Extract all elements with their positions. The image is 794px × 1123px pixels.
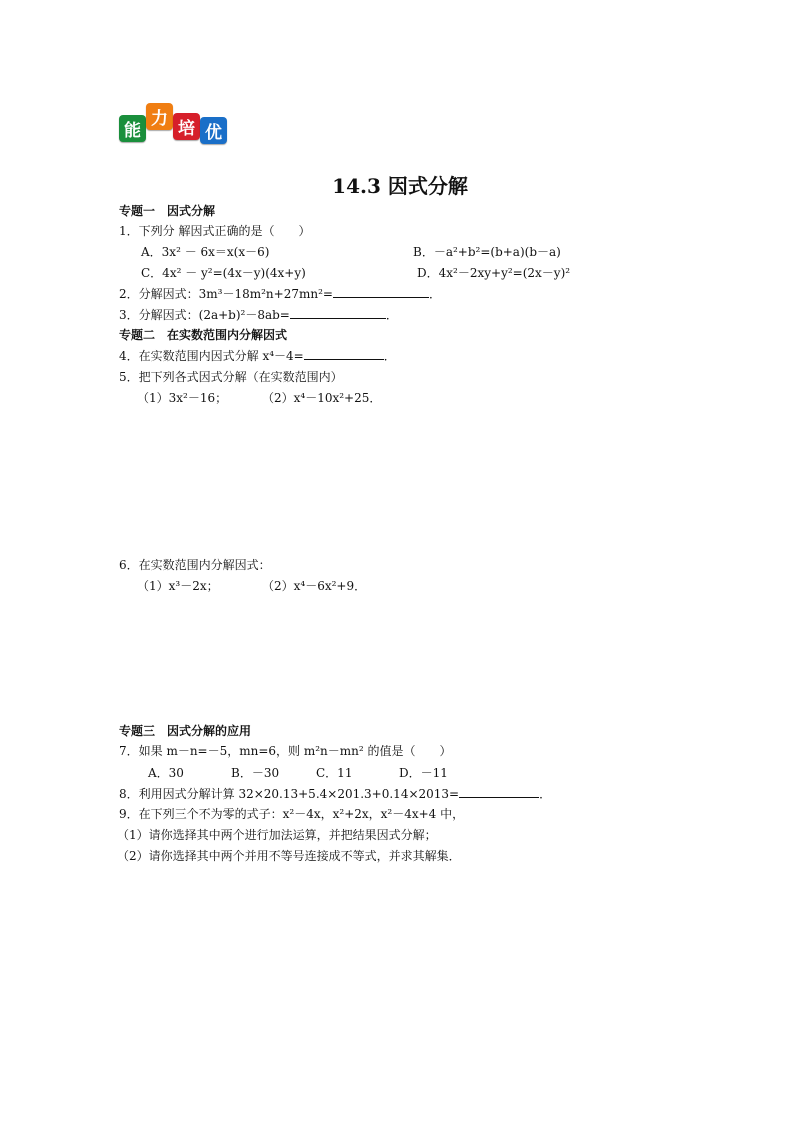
q7-option-d: D．－11 (399, 766, 448, 780)
q1-option-a: A．3x² － 6x＝x(x－6) (141, 245, 270, 259)
q7-option-c: C．11 (316, 766, 353, 780)
logo-tile-1: 能 (119, 115, 146, 142)
q2-answer-blank[interactable] (333, 286, 429, 298)
q6-part1: （1）x³－2x； (137, 579, 219, 593)
q3 (119, 307, 398, 323)
q2-text: 2．分解因式：3m³－18m²n+27mn²= (119, 287, 333, 301)
q3-period: ． (385, 308, 398, 322)
topic3-heading: 专题三 因式分解的应用 (119, 724, 252, 738)
q2-period: ． (428, 287, 441, 301)
q9-part2: （2）请你选择其中两个并用不等号连接成不等式，并求其解集． (117, 849, 461, 863)
q4-text: 4．在实数范围内因式分解 x⁴－4= (119, 349, 304, 363)
q9-stem: 9．在下列三个不为零的式子：x²－4x，x²+2x，x²－4x+4 中， (119, 807, 465, 821)
q7-stem: 7．如果 m－n=－5，mn=6，则 m²n－mn² 的值是（ ） (119, 744, 452, 758)
q8-answer-blank[interactable] (459, 786, 539, 798)
logo-tile-2: 力 (146, 103, 173, 130)
q6-stem: 6．在实数范围内分解因式： (119, 558, 271, 572)
q5-part2: （2）x⁴－10x²+25． (262, 391, 382, 405)
q1-stem: 1．下列分 解因式正确的是（ ） (119, 224, 311, 238)
q4-answer-blank[interactable] (304, 348, 384, 360)
q8-text: 8．利用因式分解计算 32×20.13+5.4×201.3+0.14×2013= (119, 787, 460, 801)
q8-period: ． (539, 787, 552, 801)
logo (119, 103, 231, 145)
page-title-text: 14.3 因式分解 (332, 174, 468, 198)
logo-tile-4: 优 (200, 117, 227, 144)
page-title (0, 170, 794, 199)
q5-part1: （1）3x²－16； (137, 391, 228, 405)
q1-option-d: D．4x²－2xy+y²=(2x－y)² (417, 266, 571, 280)
q4 (119, 348, 396, 364)
q1-option-b: B．－a²+b²=(b+a)(b－a) (413, 245, 561, 259)
topic2-heading: 专题二 在实数范围内分解因式 (119, 328, 288, 342)
q8 (119, 786, 551, 802)
q3-answer-blank[interactable] (290, 307, 386, 319)
q9-part1: （1）请你选择其中两个进行加法运算，并把结果因式分解； (117, 828, 437, 842)
q7-option-b: B．－30 (231, 766, 280, 780)
q5-stem: 5．把下列各式因式分解（在实数范围内） (119, 370, 343, 384)
q7-option-a: A．30 (148, 766, 184, 780)
logo-tile-3: 培 (173, 113, 200, 140)
topic1-heading: 专题一 因式分解 (119, 204, 216, 218)
q2 (119, 286, 441, 302)
q3-text: 3．分解因式：(2a+b)²－8ab= (119, 308, 290, 322)
q1-option-c: C．4x² － y²=(4x－y)(4x+y) (141, 266, 306, 280)
q6-part2: （2）x⁴－6x²+9． (262, 579, 367, 593)
q4-period: ． (383, 349, 396, 363)
